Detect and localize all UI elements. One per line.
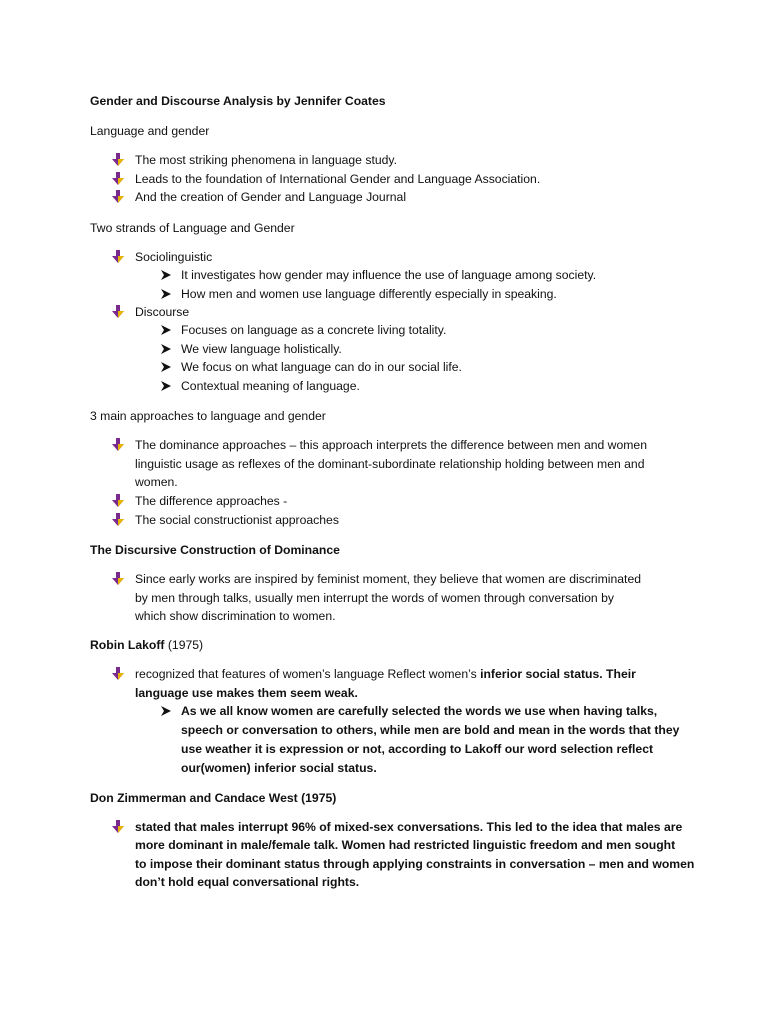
arrow-down-bullet-icon (112, 153, 124, 167)
arrow-down-bullet-icon (112, 190, 124, 204)
list-item-line: stated that males interrupt 96% of mixed-sex conversations. This led to the idea that males are (135, 820, 683, 834)
author-year: (1975) (164, 638, 204, 652)
list-item: Sociolinguistic (135, 250, 213, 264)
list-item-line: Since early works are inspired by feminist moment, they believe that women are discriminated (135, 572, 642, 586)
list-item: The most striking phenomena in language study. (135, 153, 397, 167)
list-item-line: linguistic usage as reflexes of the dominant-subordinate relationship holding between men and (135, 457, 645, 471)
list-item-emphasis: language use makes them seem weak. (135, 686, 358, 700)
sub-list-item: Contextual meaning of language. (181, 379, 360, 393)
arrowhead-right-icon (160, 343, 172, 355)
list-item-line: women. (135, 475, 178, 489)
list-item: And the creation of Gender and Language Journal (135, 190, 407, 204)
arrow-down-bullet-icon (112, 438, 124, 452)
arrowhead-right-icon (160, 288, 172, 300)
list-item: The social constructionist approaches (135, 513, 339, 527)
section-heading-language-gender: Language and gender (90, 124, 210, 138)
arrowhead-right-icon (160, 324, 172, 336)
arrow-down-bullet-icon (112, 172, 124, 186)
list-item: The difference approaches - (135, 494, 288, 508)
section-heading-robin-lakoff (90, 637, 203, 653)
arrow-down-bullet-icon (112, 572, 124, 586)
list-item-line: The dominance approaches – this approach interprets the difference between men and women (135, 438, 647, 452)
arrow-down-bullet-icon (112, 513, 124, 527)
section-heading-discursive-construction: The Discursive Construction of Dominance (90, 543, 340, 557)
sub-list-item: Focuses on language as a concrete living totality. (181, 323, 447, 337)
sub-list-item-line: use weather it is expression or not, according to Lakoff our word selection reflect (181, 742, 654, 756)
sub-list-item: We view language holistically. (181, 342, 342, 356)
document-title: Gender and Discourse Analysis by Jennifer Coates (90, 94, 386, 108)
list-item-line: by men through talks, usually men interrupt the words of women through conversation by (135, 591, 614, 605)
sub-list-item: It investigates how gender may influence the use of language among society. (181, 268, 597, 282)
list-item-text: recognized that features of women’s language Reflect women’s (135, 667, 481, 681)
arrow-down-bullet-icon (112, 667, 124, 681)
list-item-line: which show discrimination to women. (135, 609, 336, 623)
list-item-line: more dominant in male/female talk. Women had restricted linguistic freedom and men sought (135, 838, 676, 852)
sub-list-item-line: As we all know women are carefully selected the words we use when having talks, (181, 704, 658, 718)
sub-list-item-line: our(women) inferior social status. (181, 761, 377, 775)
arrow-down-bullet-icon (112, 820, 124, 834)
arrow-down-bullet-icon (112, 494, 124, 508)
arrowhead-right-icon (160, 380, 172, 392)
author-name: Robin Lakoff (90, 638, 165, 652)
arrow-down-bullet-icon (112, 305, 124, 319)
arrowhead-right-icon (160, 269, 172, 281)
section-heading-zimmerman-west: Don Zimmerman and Candace West (1975) (90, 791, 337, 805)
list-item-emphasis: inferior social status. Their (480, 667, 636, 681)
section-heading-two-strands: Two strands of Language and Gender (90, 221, 295, 235)
list-item-line (135, 666, 636, 682)
sub-list-item-line: speech or conversation to others, while men are bold and mean in the words that they (181, 723, 680, 737)
sub-list-item: We focus on what language can do in our social life. (181, 360, 462, 374)
list-item-line: don’t hold equal conversational rights. (135, 875, 360, 889)
arrow-down-bullet-icon (112, 250, 124, 264)
arrowhead-right-icon (160, 361, 172, 373)
sub-list-item: How men and women use language differently especially in speaking. (181, 287, 557, 301)
list-item-line: to impose their dominant status through applying constraints in conversation – men and women (135, 857, 695, 871)
section-heading-main-approaches: 3 main approaches to language and gender (90, 409, 326, 423)
arrowhead-right-icon (160, 705, 172, 717)
list-item: Leads to the foundation of International Gender and Language Association. (135, 172, 541, 186)
list-item: Discourse (135, 305, 190, 319)
